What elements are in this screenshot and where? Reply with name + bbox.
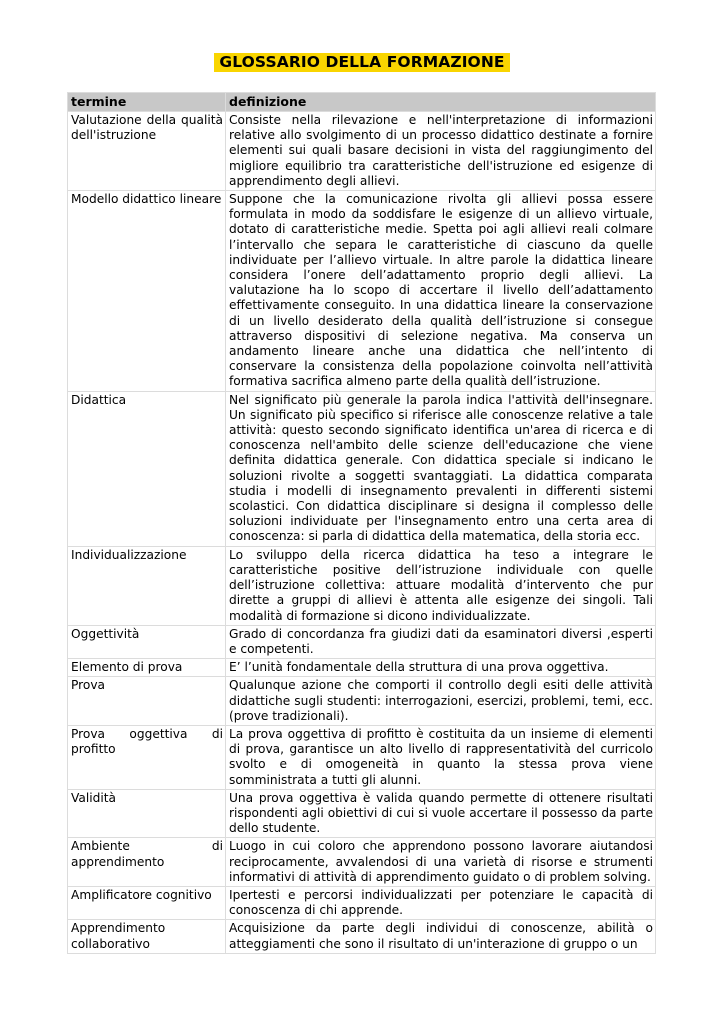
table-row (68, 659, 656, 677)
glossary-table (67, 92, 656, 954)
term-cell: Valutazione della qualità dell'istruzione (68, 112, 226, 191)
column-header-term: termine (68, 93, 226, 112)
definition-cell: Ipertesti e percorsi individualizzati per potenziare le capacità di conoscenza di chi apprende. (226, 886, 656, 919)
term-cell: Amplificatore cognitivo (68, 886, 226, 919)
definition-cell: Acquisizione da parte degli individui di conoscenze, abilità o atteggiamenti che sono il risultato di un'interazione di gruppo o un (226, 920, 656, 953)
term-cell: Modello didattico lineare (68, 191, 226, 392)
table-row (68, 920, 656, 953)
table-header-row (68, 93, 656, 112)
term-cell: Prova (68, 677, 226, 726)
term-cell: Apprendimento collaborativo (68, 920, 226, 953)
term-cell: Oggettività (68, 625, 226, 658)
definition-cell: Suppone che la comunicazione rivolta gli allievi possa essere formulata in modo da soddisfare le esigenze di un allievo virtuale, dotato di caratteristiche medie. Spetta poi agli allievi reali colmare l’intervallo che separa le caratteristiche di ciascuno da quelle individuate per l’allievo virtuale. In altre parole la didattica lineare considera l’onere dell’adattamento proprio degli allievi. La valutazione ha lo scopo di accertare il livello dell’adattamento effettivamente conseguito. In una didattica lineare la conservazione di un livello desiderato della qualità dell’istruzione si consegue attraverso dispositivi di selezione negativa. Ma conserva un andamento lineare anche una didattica che nell’intento di conservare la consistenza della popolazione coinvolta nell’attività formativa sacrifica almeno parte della qualità dell’istruzione. (226, 191, 656, 392)
table-row (68, 391, 656, 546)
definition-cell: Qualunque azione che comporti il controllo degli esiti delle attività didattiche sugli studenti: interrogazioni, esercizi, problemi, temi, ecc. (prove tradizionali). (226, 677, 656, 726)
definition-cell: La prova oggettiva di profitto è costituita da un insieme di elementi di prova, garantisce un alto livello di rappresentatività del curricolo svolto e di omogeneità in quanto la stessa prova viene somministrata a tutti gli alunni. (226, 725, 656, 789)
table-row (68, 886, 656, 919)
page-title: GLOSSARIO DELLA FORMAZIONE (214, 53, 509, 72)
term-cell: Validità (68, 789, 226, 838)
term-cell: Individualizzazione (68, 546, 226, 625)
table-row (68, 546, 656, 625)
column-header-definition: definizione (226, 93, 656, 112)
table-row (68, 838, 656, 887)
definition-cell: E’ l’unità fondamentale della struttura di una prova oggettiva. (226, 659, 656, 677)
table-row (68, 191, 656, 392)
definition-cell: Nel significato più generale la parola indica l'attività dell'insegnare. Un significato più specifico si riferisce alle conoscenze relative a tale attività: questo secondo significato identifica un'area di ricerca e di conoscenza nell'ambito delle scienze dell'educazione che viene definita didattica generale. Con didattica speciale si indicano le soluzioni rivolte a soggetti svantaggiati. La didattica comparata studia i modelli di insegnamento prevalenti in differenti sistemi scolastici. Con didattica disciplinare si designa il complesso delle soluzioni individuate per l'insegnamento entro una certa area di conoscenza: si parla di didattica della matematica, della storia ecc. (226, 391, 656, 546)
term-cell: Elemento di prova (68, 659, 226, 677)
term-cell: Prova oggettiva di profitto (68, 725, 226, 789)
term-cell: Didattica (68, 391, 226, 546)
table-row (68, 112, 656, 191)
table-row (68, 725, 656, 789)
table-row (68, 625, 656, 658)
term-cell: Ambiente di apprendimento (68, 838, 226, 887)
definition-cell: Grado di concordanza fra giudizi dati da esaminatori diversi ,esperti e competenti. (226, 625, 656, 658)
definition-cell: Lo sviluppo della ricerca didattica ha teso a integrare le caratteristiche positive dell’istruzione individuale con quelle dell’istruzione collettiva: attuare modalità d’intervento che pur dirette a gruppi di allievi è attenta alle esigenze dei singoli. Tali modalità di formazione si dicono individualizzate. (226, 546, 656, 625)
table-row (68, 677, 656, 726)
definition-cell: Consiste nella rilevazione e nell'interpretazione di informazioni relative allo svolgimento di un processo didattico destinate a fornire elementi sui quali basare decisioni in vista del raggiungimento del migliore equilibrio tra caratteristiche dell'istruzione ed esigenze di apprendimento degli allievi. (226, 112, 656, 191)
title-wrapper (0, 52, 724, 72)
definition-cell: Una prova oggettiva è valida quando permette di ottenere risultati rispondenti agli obiettivi di cui si vuole accertare il possesso da parte dello studente. (226, 789, 656, 838)
table-row (68, 789, 656, 838)
definition-cell: Luogo in cui coloro che apprendono possono lavorare aiutandosi reciprocamente, avvalendosi di una varietà di risorse e strumenti informativi di attività di apprendimento guidato o di problem solving. (226, 838, 656, 887)
